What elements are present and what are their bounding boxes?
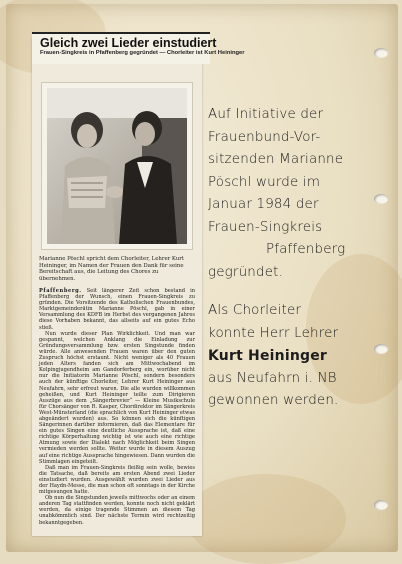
note-spacer [208,284,400,300]
album-page [6,4,398,552]
note-line: Auf Initiative der [208,107,324,122]
article-paragraph [39,288,195,331]
clipping-header [32,32,245,64]
newspaper-clipping [32,36,245,536]
note-line: Frauenbund-Vor- [208,129,321,145]
chorleiter-name: Kurt Heininger [208,348,328,364]
punch-hole-icon [374,500,388,510]
photo-image [47,88,187,244]
clipping-photo [41,82,193,250]
punch-hole-icon [374,48,388,58]
note-line: gegründet. [208,264,284,280]
note-line: Frauen-Singkreis [208,219,323,235]
note-line: Als Chorleiter [208,303,302,318]
clipping-headline: Gleich zwei Lieder einstudiert [40,36,217,50]
dateline: Pfaffenberg. [39,288,82,294]
article-text: Seit längerer Zeit schon bestand in Pfaffenberg der Wunsch, einen Frauen-Singkreis zu gründen. Die Vorsitzende des Katholischen Frauenbundes, Marktgemeinderätin Marianne Pöschl, gab in einer Versammlung des KDFB im Herbst des vergangenen Jahres diese Vorhaben bekannt, das allseits auf ein gutes Echo stieß. [39,288,195,331]
note-line: gewonnen werden. [208,393,339,408]
note-line: konnte Herr Lehrer [208,325,339,341]
photo-caption: Marianne Pöschl spricht dem Chorleiter, Lehrer Kurt Heininger, im Namen der Frauen den Dank für seine Bereitschaft aus, die Leitung des Chores zu übernehmen. [39,256,185,282]
article-body [39,288,195,526]
note-line: Januar 1984 der [208,197,319,212]
article-paragraph: Nun wurde dieser Plan Wirklichkeit. Und man war gespannt, welchen Anklang die Einladung zur Gründungsversammlung bzw. ersten Singstunde finden würde. Alle anwesenden Frauen waren über den guten Zuspruch höchst erstaunt. Nicht weniger als 40 Frauen jeden Alters fanden sich am Mittwochabend im Kolpingjugendheim am Gandorferberg ein, worüber nicht nur die Initiatorin Marianne Pöschl, sondern besonders auch der künftige Chorleiter, Lehrer Kurt Heininger aus Neufahrn, sehr erfreut waren. Die alle wurden willkommen geheißen, und Kurt Heininger teilte zum Dirigieren Auszüge aus dem „Sängerbrevier“ — Kleine Musikschule für Chorsänger von R. Kasper, Chordirektor im Sängerkreis West-Münsterland (die sprachlich von Kurt Heininger etwas abgeändert wurden) aus. So können sich die künftigen Sängerinnen darüber informieren, daß das Elementare für ein gutes Singen eine deutliche Aussprache ist, daß eine richtige Körperhaltung wichtig ist wie auch eine richtige Atmung sowie der Dialekt nach Möglichkeit beim Singen vermieden werden sollte. Weiter wurde in diesem Auszug auf eine richtige Aussprache hingewiesen. Dann wurden die Stimmlagen eingeteilt. [39,330,195,465]
note-line: Pöschl wurde im [208,174,321,190]
clipping-subheadline: Frauen-Singkreis in Pfaffenberg gegründet — Chorleiter ist Kurt Heininger [40,50,245,56]
article-paragraph: Ob nun die Singstunden jeweils mittwochs oder an einem anderen Tag stattfinden werden, konnte noch nicht geklärt werden, da einige tragende Stimmen an diesem Tag unabkömmlich sind. Der nächste Termin wird rechtzeitig bekanntgegeben. [39,495,195,526]
note-line: Pfaffenberg [266,242,346,257]
handwritten-note [208,104,400,413]
article-paragraph: Daß man im Frauen-Singkreis fleißig sein wolle, bewies die Tatsache, daß bereits am ersten Abend zwei Lieder einstudiert wurden. Ausgewählt wurden zwei Lieder aus der Haydn-Messe, die man schon oft sonntags in der Kirche mitgesungen hatte. [39,464,195,496]
note-line: aus Neufahrn i. NB [208,370,337,386]
note-line: sitzenden Marianne [208,152,344,167]
water-stain [186,474,346,564]
